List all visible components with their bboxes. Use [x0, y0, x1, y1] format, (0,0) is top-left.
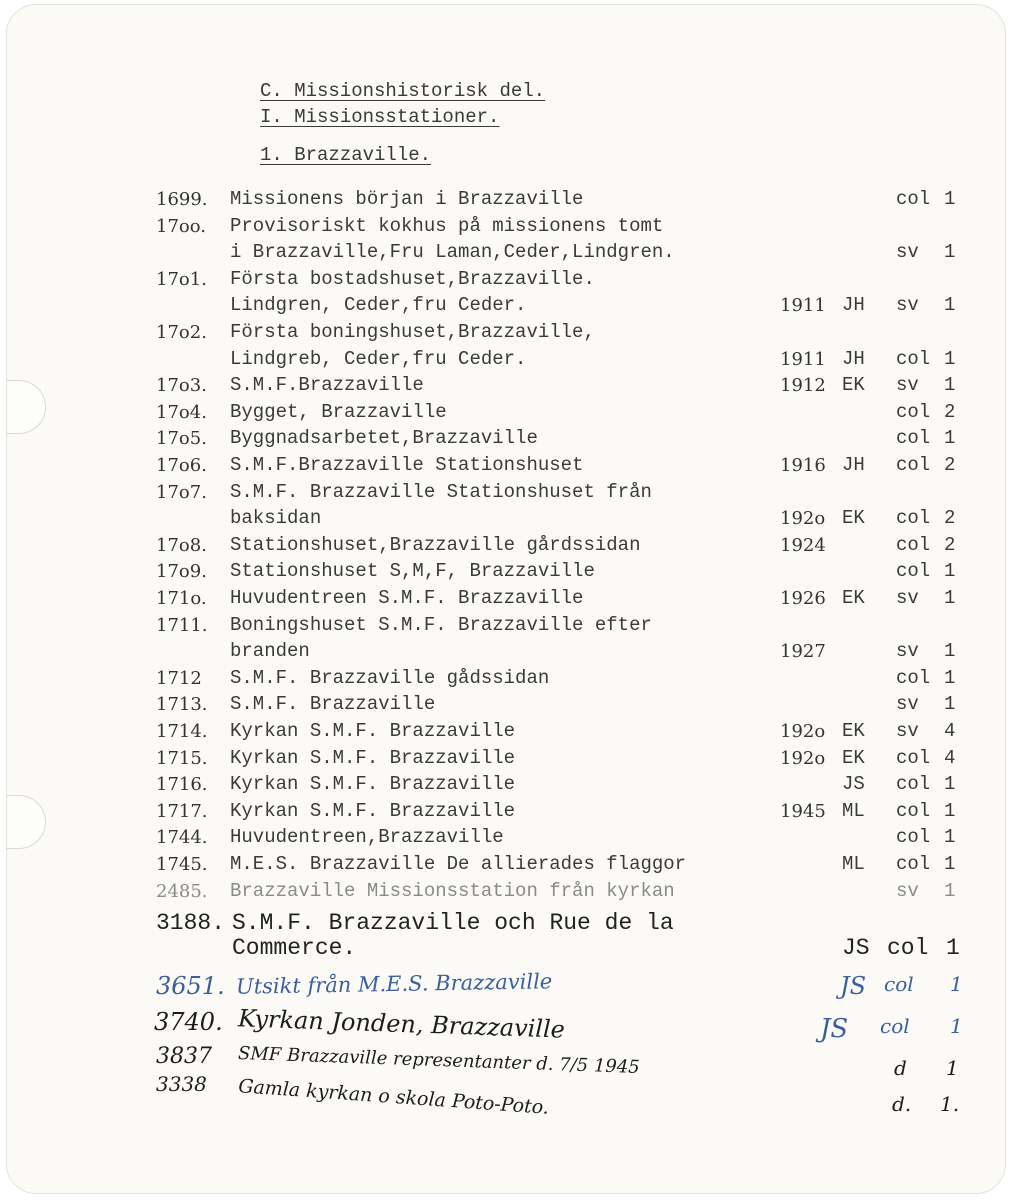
entry-year: 1945	[780, 800, 826, 822]
entry-format: sv	[896, 587, 919, 609]
entry-volume: 1	[944, 666, 956, 689]
entry-format: col	[896, 666, 931, 689]
entry-number: 3740.	[154, 1008, 223, 1036]
entry-title: Brazzaville Missionsstation från kyrkan	[230, 879, 675, 902]
entry-volume: 1	[944, 640, 956, 663]
entry-number: 17o6.	[156, 455, 207, 476]
entry-row	[0, 425, 1018, 452]
entry-year: 1927	[780, 641, 826, 663]
entry-title: Stationshuset S,M,F, Brazzaville	[230, 560, 595, 583]
entry-row	[0, 239, 1018, 266]
entry-row	[0, 532, 1018, 559]
entry-format: col	[896, 400, 931, 423]
entry-title: Första bostadshuset,Brazzaville.	[230, 267, 595, 290]
entry-number: 17o1.	[156, 268, 207, 290]
entry-row	[0, 186, 1018, 213]
entry-row	[0, 479, 1018, 506]
entry-number: 1715.	[156, 747, 208, 769]
entry-volume: 2	[944, 454, 956, 476]
entry-row	[0, 319, 1018, 346]
entry-format: sv	[896, 640, 919, 663]
entry-format: col	[896, 746, 931, 769]
entry-format: sv	[896, 693, 919, 716]
entry-title: S.M.F. Brazzaville och Rue de la	[232, 910, 674, 936]
entry-number: 1716.	[156, 774, 208, 796]
entry-volume: 1	[944, 826, 956, 849]
entry-volume: 1	[944, 560, 956, 583]
entry-row	[0, 452, 1018, 479]
entry-volume: 1	[944, 693, 956, 716]
entry-format: sv	[896, 720, 919, 742]
entry-volume: 1	[944, 773, 956, 796]
entry-volume: 1	[944, 188, 956, 210]
entry-volume: 1	[944, 587, 956, 609]
entry-year: 1911	[780, 295, 826, 317]
entry-format: d	[894, 1056, 907, 1080]
entry-row	[0, 851, 1018, 878]
entry-year: 1916	[780, 455, 826, 476]
entry-number: 2485.	[156, 880, 208, 902]
entry-format: col	[880, 1014, 910, 1038]
entry-title: Första boningshuset,Brazzaville,	[230, 321, 595, 343]
entry-number: 17o2.	[156, 322, 207, 343]
entry-format: col	[896, 454, 931, 476]
entry-row	[0, 824, 1018, 851]
entry-format: col	[896, 799, 931, 822]
entry-row	[0, 745, 1018, 772]
subsection-heading: I. Missionsstationer.	[260, 106, 500, 128]
entry-year: 192o	[780, 721, 826, 742]
entry-title: Kyrkan S.M.F. Brazzaville	[230, 799, 516, 822]
entry-title: Lindgren, Ceder,fru Ceder.	[230, 294, 527, 317]
entry-title: Bygget, Brazzaville	[230, 400, 447, 423]
entry-number: 1744.	[156, 827, 208, 849]
entry-title: Utsikt från M.E.S. Brazzaville	[235, 969, 553, 999]
entry-initials: JH	[842, 454, 865, 476]
entry-initials: ML	[842, 799, 865, 822]
entry-title: Huvudentreen S.M.F. Brazzaville	[230, 587, 584, 609]
entry-title: baksidan	[230, 507, 322, 530]
entry-volume: 4	[944, 720, 956, 742]
entry-title: S.M.F. Brazzaville gådssidan	[230, 666, 550, 689]
entry-title: Gamla kyrkan o skola Poto-Poto.	[237, 1075, 550, 1119]
entry-row	[0, 771, 1018, 798]
entry-title: Kyrkan S.M.F. Brazzaville	[230, 773, 516, 796]
entry-year: 1911	[780, 348, 826, 370]
large-entry	[0, 910, 1018, 970]
entry-title-continued: Commerce.	[232, 935, 357, 961]
entry-row	[0, 372, 1018, 399]
entry-format: col	[884, 972, 914, 996]
entry-title: S.M.F.Brazzaville Stationshuset	[230, 454, 584, 476]
entry-row	[0, 292, 1018, 319]
entry-number: 1717.	[156, 800, 208, 822]
entry-row	[0, 399, 1018, 426]
entry-title: Boningshuset S.M.F. Brazzaville efter	[230, 613, 652, 636]
entry-row	[0, 691, 1018, 718]
entry-title: S.M.F. Brazzaville	[230, 693, 436, 716]
entry-number: 3837	[156, 1044, 212, 1069]
entry-year: 1912	[780, 375, 826, 397]
entry-volume: 1.	[940, 1092, 960, 1116]
entry-number: 171o.	[156, 588, 207, 609]
entry-volume: 1	[944, 427, 956, 450]
entry-number: 3651.	[156, 972, 225, 1000]
entry-initials: JS	[842, 773, 865, 796]
entry-row	[0, 505, 1018, 532]
entry-year: 1926	[780, 588, 826, 609]
entry-row	[0, 266, 1018, 293]
entry-volume: 2	[944, 507, 956, 530]
entry-format: sv	[896, 374, 919, 397]
entry-number: 17o8.	[156, 534, 207, 556]
entry-initials: EK	[842, 587, 865, 609]
entry-volume: 1	[946, 1056, 959, 1080]
entry-volume: 1	[950, 972, 963, 996]
entry-initials: JS	[820, 1014, 849, 1044]
entry-volume: 1	[950, 1014, 963, 1038]
entry-number: 1699.	[156, 189, 208, 210]
entry-initials: JS	[840, 972, 867, 1000]
entry-initials: EK	[842, 746, 865, 769]
entry-number: 17o7.	[156, 481, 207, 503]
entry-format: col	[896, 347, 931, 370]
entry-title: branden	[230, 640, 310, 663]
entry-number: 3338	[156, 1072, 207, 1096]
entry-format: sv	[896, 241, 919, 264]
entry-number: 17oo.	[156, 215, 206, 237]
entry-number: 17o9.	[156, 561, 207, 583]
entry-number: 17o4.	[156, 401, 207, 423]
entry-format: col	[896, 533, 931, 556]
entry-initials: EK	[842, 720, 865, 742]
entry-initials: JH	[842, 347, 865, 370]
entry-volume: 1	[944, 799, 956, 822]
section-heading: C. Missionshistorisk del.	[260, 80, 546, 102]
entry-row	[0, 798, 1018, 825]
entry-volume: 1	[944, 294, 956, 317]
entry-row	[0, 346, 1018, 373]
entry-year: 192o	[780, 747, 826, 769]
entry-row	[0, 558, 1018, 585]
entry-format: col	[896, 427, 931, 450]
entry-format: col	[896, 507, 931, 530]
entry-title: Huvudentreen,Brazzaville	[230, 826, 504, 849]
entry-format: col	[896, 560, 931, 583]
entry-initials: EK	[842, 507, 865, 530]
entry-title: S.M.F. Brazzaville Stationshuset från	[230, 480, 652, 503]
entry-format: col	[896, 826, 931, 849]
entry-row	[0, 638, 1018, 665]
entry-number: 3188.	[156, 910, 226, 936]
entry-title: i Brazzaville,Fru Laman,Ceder,Lindgren.	[230, 241, 675, 264]
entry-number: 1745.	[156, 854, 208, 875]
entry-number: 1712	[156, 667, 202, 689]
entry-number: 17o3.	[156, 375, 207, 397]
entry-year: 1924	[780, 534, 826, 556]
entry-format: col	[896, 773, 931, 796]
entry-title: Provisoriskt kokhus på missionens tomt	[230, 214, 664, 237]
entry-row	[0, 665, 1018, 692]
entry-volume: 1	[944, 879, 956, 902]
entry-format: col	[896, 853, 931, 875]
entry-title: Stationshuset,Brazzaville gårdssidan	[230, 533, 641, 556]
entry-format: col	[896, 188, 931, 210]
entry-initials: EK	[842, 374, 865, 397]
entry-row	[0, 213, 1018, 240]
entry-title: Byggnadsarbetet,Brazzaville	[230, 427, 538, 450]
entry-volume: 2	[944, 400, 956, 423]
entry-format: col	[887, 935, 929, 961]
entry-row	[0, 718, 1018, 745]
entry-number: 1711.	[156, 614, 208, 636]
entry-title: M.E.S. Brazzaville De allierades flaggor	[230, 853, 687, 875]
entry-row	[0, 878, 1018, 905]
entry-format: d.	[892, 1092, 912, 1116]
entry-format: sv	[896, 879, 919, 902]
entry-volume: 1	[944, 853, 956, 875]
entry-volume: 2	[944, 533, 956, 556]
entry-row	[0, 612, 1018, 639]
entry-volume: 1	[944, 347, 956, 370]
entry-volume: 1	[944, 374, 956, 397]
entry-number: 1713.	[156, 694, 208, 716]
entry-initials: JH	[842, 294, 865, 317]
entry-title: Kyrkan S.M.F. Brazzaville	[230, 720, 516, 742]
entry-title: Kyrkan Jonden, Brazzaville	[237, 1004, 566, 1044]
entry-volume: 1	[944, 241, 956, 264]
station-heading: 1. Brazzaville.	[260, 144, 432, 166]
entry-title: S.M.F.Brazzaville	[230, 374, 424, 397]
entry-volume: 1	[946, 935, 960, 961]
entry-year: 192o	[780, 508, 826, 530]
entry-title: Lindgreb, Ceder,fru Ceder.	[230, 347, 527, 370]
entry-title: SMF Brazzaville representanter d. 7/5 1945	[237, 1042, 641, 1079]
entry-number: 17o5.	[156, 428, 207, 450]
entry-initials: ML	[842, 853, 865, 875]
entry-format: sv	[896, 294, 919, 317]
entry-row	[0, 585, 1018, 612]
entry-title: Missionens början i Brazzaville	[230, 188, 584, 210]
entry-number: 1714.	[156, 721, 208, 742]
entry-title: Kyrkan S.M.F. Brazzaville	[230, 746, 516, 769]
entry-volume: 4	[944, 746, 956, 769]
entry-initials: JS	[842, 935, 870, 961]
